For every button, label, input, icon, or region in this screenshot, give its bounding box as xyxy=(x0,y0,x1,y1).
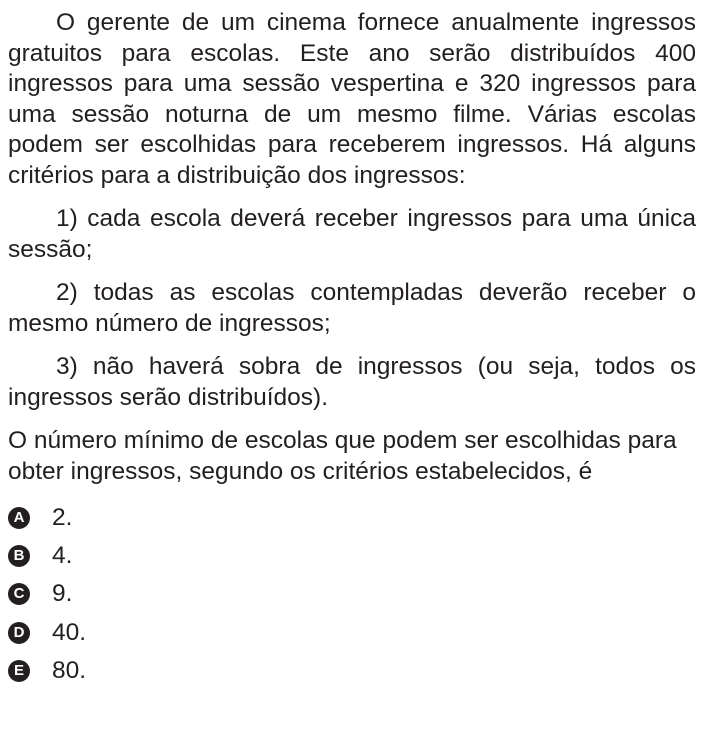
option-b-text: 4. xyxy=(52,542,73,570)
option-a-letter-badge: A xyxy=(8,507,30,529)
answer-options xyxy=(8,499,696,690)
question-intro: O gerente de um cinema fornece anualmente ingressos gratuitos para escolas. Este ano serão distribuídos 400 ingressos para uma sessão vespertina e 320 ingressos para uma sessão noturna de um mesmo filme. Várias escolas podem ser escolhidas para receberem ingressos. Há alguns critérios para a distribuição dos ingressos: xyxy=(8,9,696,189)
option-c[interactable] xyxy=(8,575,696,613)
option-e-letter-badge: E xyxy=(8,660,30,682)
option-e[interactable] xyxy=(8,652,696,690)
option-a-text: 2. xyxy=(52,504,73,532)
criterion-1: 1) cada escola deverá receber ingressos para uma única sessão; xyxy=(8,205,696,263)
option-c-text: 9. xyxy=(52,580,73,608)
question-stem: O número mínimo de escolas que podem ser escolhidas para obter ingressos, segundo os critérios estabelecidos, é xyxy=(8,427,677,485)
option-d-letter-badge: D xyxy=(8,622,30,644)
option-b[interactable] xyxy=(8,537,696,575)
criterion-2: 2) todas as escolas contempladas deverão receber o mesmo número de ingressos; xyxy=(8,279,696,337)
option-b-letter-badge: B xyxy=(8,545,30,567)
option-d-text: 40. xyxy=(52,618,87,646)
criterion-3: 3) não haverá sobra de ingressos (ou seja, todos os ingressos serão distribuídos). xyxy=(8,353,696,411)
option-d[interactable] xyxy=(8,614,696,652)
option-c-letter-badge: C xyxy=(8,583,30,605)
option-e-text: 80. xyxy=(52,656,87,684)
question-block xyxy=(8,8,696,690)
option-a[interactable] xyxy=(8,499,696,537)
